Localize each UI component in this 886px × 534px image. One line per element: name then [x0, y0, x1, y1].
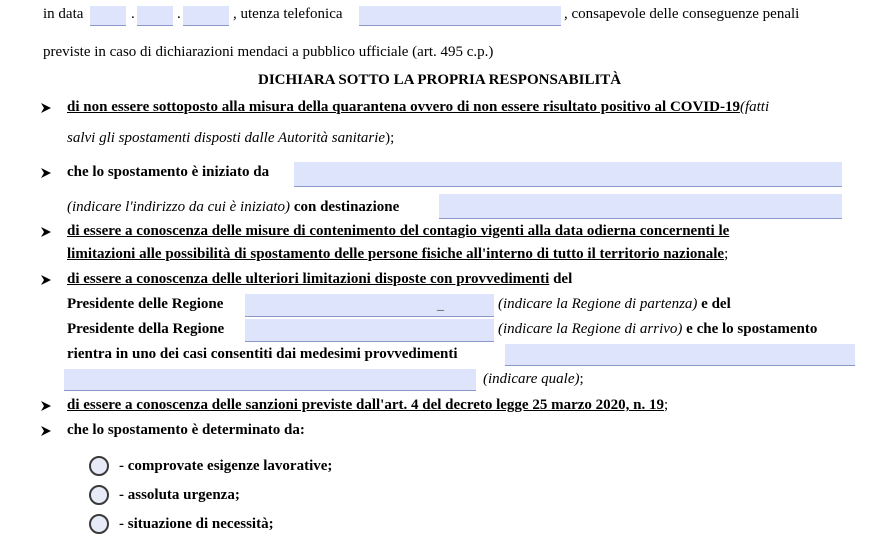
arrival-region-hint: (indicare la Regione di arrivo): [498, 321, 683, 337]
limitations-line: [67, 271, 572, 288]
in-data-label: in data: [43, 6, 84, 22]
radio-work-reasons[interactable]: [89, 456, 109, 476]
date-month-field[interactable]: [137, 6, 173, 26]
item-quarantine-note-a: (fatti: [739, 99, 770, 115]
arrow-bullet-icon: [40, 425, 52, 437]
arrival-hint-line: [498, 321, 817, 338]
containment-line-b: [67, 246, 728, 263]
declaration-heading: DICHIARA SOTTO LA PROPRIA RESPONSABILITÀ: [258, 72, 622, 88]
departure-region-field[interactable]: _: [245, 294, 494, 317]
phone-field[interactable]: [359, 6, 561, 26]
quale-line: [483, 371, 584, 388]
date-year-field[interactable]: [183, 6, 229, 26]
limitations-tail: del: [553, 271, 573, 287]
item-quarantine: [67, 99, 769, 116]
reason-label: che lo spostamento è determinato da:: [67, 422, 305, 438]
destination-line: [67, 199, 399, 216]
containment-text-b: limitazioni alle possibilità di spostamento delle persone fisiche all'interno di tutto il territorio nazionale: [67, 246, 725, 262]
containment-text-a: di essere a conoscenza delle misure di contenimento del contagio vigenti alla data odierna concernenti le: [67, 223, 730, 239]
utenza-label: , utenza telefonica: [233, 6, 343, 22]
arrow-bullet-icon: [40, 102, 52, 114]
departure-region-hint: (indicare la Regione di partenza): [498, 296, 698, 312]
arrow-bullet-icon: [40, 226, 52, 238]
provvedimento-field-2[interactable]: [64, 369, 476, 391]
option-work-reasons: - comprovate esigenze lavorative;: [119, 458, 333, 474]
penal-text: previste in caso di dichiarazioni mendaci a pubblico ufficiale (art. 495 c.p.): [43, 44, 494, 60]
radio-necessity[interactable]: [89, 514, 109, 534]
containment-tail: ;: [724, 246, 729, 262]
quale-tail: ;: [579, 371, 584, 387]
departure-hint-line: [498, 296, 731, 313]
date-day-field[interactable]: [90, 6, 126, 26]
start-location-label: che lo spostamento è iniziato da: [67, 164, 270, 180]
item-quarantine-note-b: salvi gli spostamenti disposti dalle Autorità sanitarie: [67, 130, 386, 146]
arrival-region-field[interactable]: [245, 319, 494, 342]
destination-label: con destinazione: [293, 199, 400, 215]
sanctions-line: [67, 397, 668, 414]
quale-hint: (indicare quale): [483, 371, 580, 387]
arrow-bullet-icon: [40, 400, 52, 412]
president-departure-label: Presidente delle Regione: [67, 296, 224, 312]
sanctions-tail: ;: [664, 397, 669, 413]
item-quarantine-tail: );: [385, 130, 395, 146]
option-urgency: - assoluta urgenza;: [119, 487, 240, 503]
limitations-text: di essere a conoscenza delle ulteriori limitazioni disposte con provvedimenti: [67, 271, 550, 287]
rientra-label: rientra in uno dei casi consentiti dai medesimi provvedimenti: [67, 346, 458, 362]
sanctions-text: di essere a conoscenza delle sanzioni previste dall'art. 4 del decreto legge 25 marzo 2020, n. 19: [67, 397, 664, 413]
date-separator-1: .: [131, 6, 135, 22]
item-quarantine-text: di non essere sottoposto alla misura della quarantena ovvero di non essere risultato positivo al COVID-19: [67, 99, 740, 115]
provvedimento-field[interactable]: [505, 344, 855, 366]
date-separator-2: .: [177, 6, 181, 22]
start-address-hint: (indicare l'indirizzo da cui è iniziato): [67, 199, 291, 215]
arrival-tail: e che lo spostamento: [686, 321, 818, 337]
item-quarantine-cont: [67, 130, 394, 147]
destination-field[interactable]: [439, 194, 842, 219]
start-address-field[interactable]: [294, 162, 842, 187]
option-necessity: - situazione di necessità;: [119, 516, 274, 532]
consapevole-text: , consapevole delle conseguenze penali: [564, 6, 800, 22]
arrow-bullet-icon: [40, 167, 52, 179]
president-arrival-label: Presidente della Regione: [67, 321, 225, 337]
departure-tail: e del: [701, 296, 731, 312]
radio-urgency[interactable]: [89, 485, 109, 505]
arrow-bullet-icon: [40, 274, 52, 286]
